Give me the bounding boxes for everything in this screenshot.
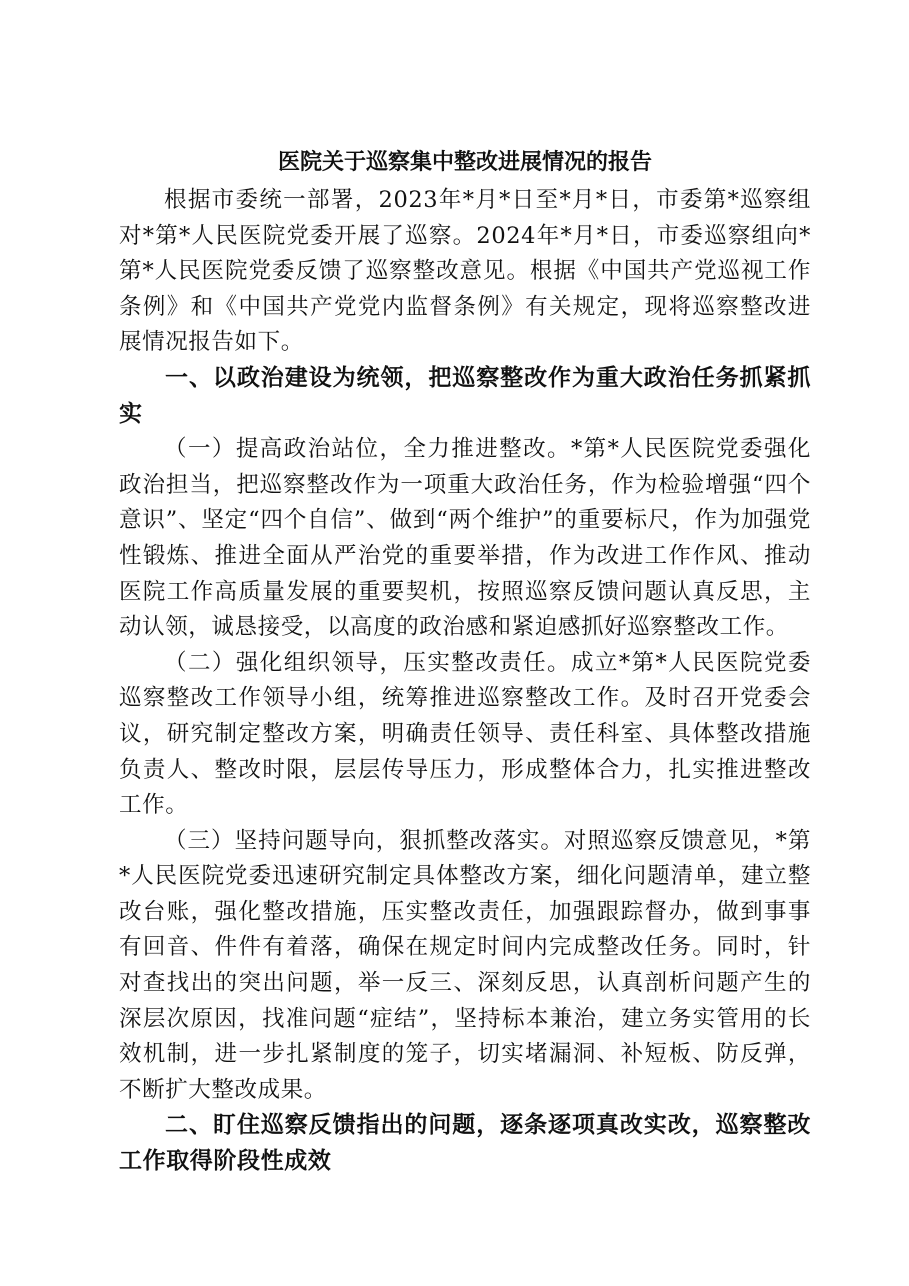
document-body (119, 141, 811, 1180)
intro-paragraph: 根据市委统一部署，2023年*月*日至*月*日，市委第*巡察组对*第*人民医院党委开展了巡察。2024年*月*日，市委巡察组向*第*人民医院党委反馈了巡察整改意见。根据《中国共产党巡视工作条例》和《中国共产党党内监督条例》有关规定，现将巡察整改进展情况报告如下。 (119, 187, 811, 356)
section-heading-2: 二、盯住巡察反馈指出的问题，逐条逐项真改实改，巡察整改工作取得阶段性成效 (119, 1112, 811, 1175)
paragraph-3: （三）坚持问题导向，狠抓整改落实。对照巡察反馈意见，*第*人民医院党委迅速研究制定具体整改方案，细化问题清单，建立整改台账，强化整改措施，压实整改责任，加强跟踪督办，做到事事有回音、件件有着落，确保在规定时间内完成整改任务。同时，针对查找出的突出问题，举一反三、深刻反思，认真剖析问题产生的深层次原因，找准问题“症结”，坚持标本兼治，建立务实管用的长效机制，进一步扎紧制度的笼子，切实堵漏洞、补短板、防反弹，不断扩大整改成果。 (119, 827, 811, 1103)
document-title: 医院关于巡察集中整改进展情况的报告 (277, 149, 652, 175)
paragraph-1: （一）提高政治站位，全力推进整改。*第*人民医院党委强化政治担当，把巡察整改作为一项重大政治任务，作为检验增强“四个意识”、坚定“四个自信”、做到“两个维护”的重要标尺，作为加强党性锻炼、推进全面从严治党的重要举措，作为改进工作作风、推动医院工作高质量发展的重要契机，按照巡察反馈问题认真反思，主动认领，诚恳接受，以高度的政治感和紧迫感抓好巡察整改工作。 (119, 436, 811, 641)
section-heading-1: 一、以政治建设为统领，把巡察整改作为重大政治任务抓紧抓实 (119, 364, 811, 427)
paragraph-2: （二）强化组织领导，压实整改责任。成立*第*人民医院党委巡察整改工作领导小组，统筹推进巡察整改工作。及时召开党委会议，研究制定整改方案，明确责任领导、责任科室、具体整改措施负责人、整改时限，层层传导压力，形成整体合力，扎实推进整改工作。 (119, 649, 811, 819)
